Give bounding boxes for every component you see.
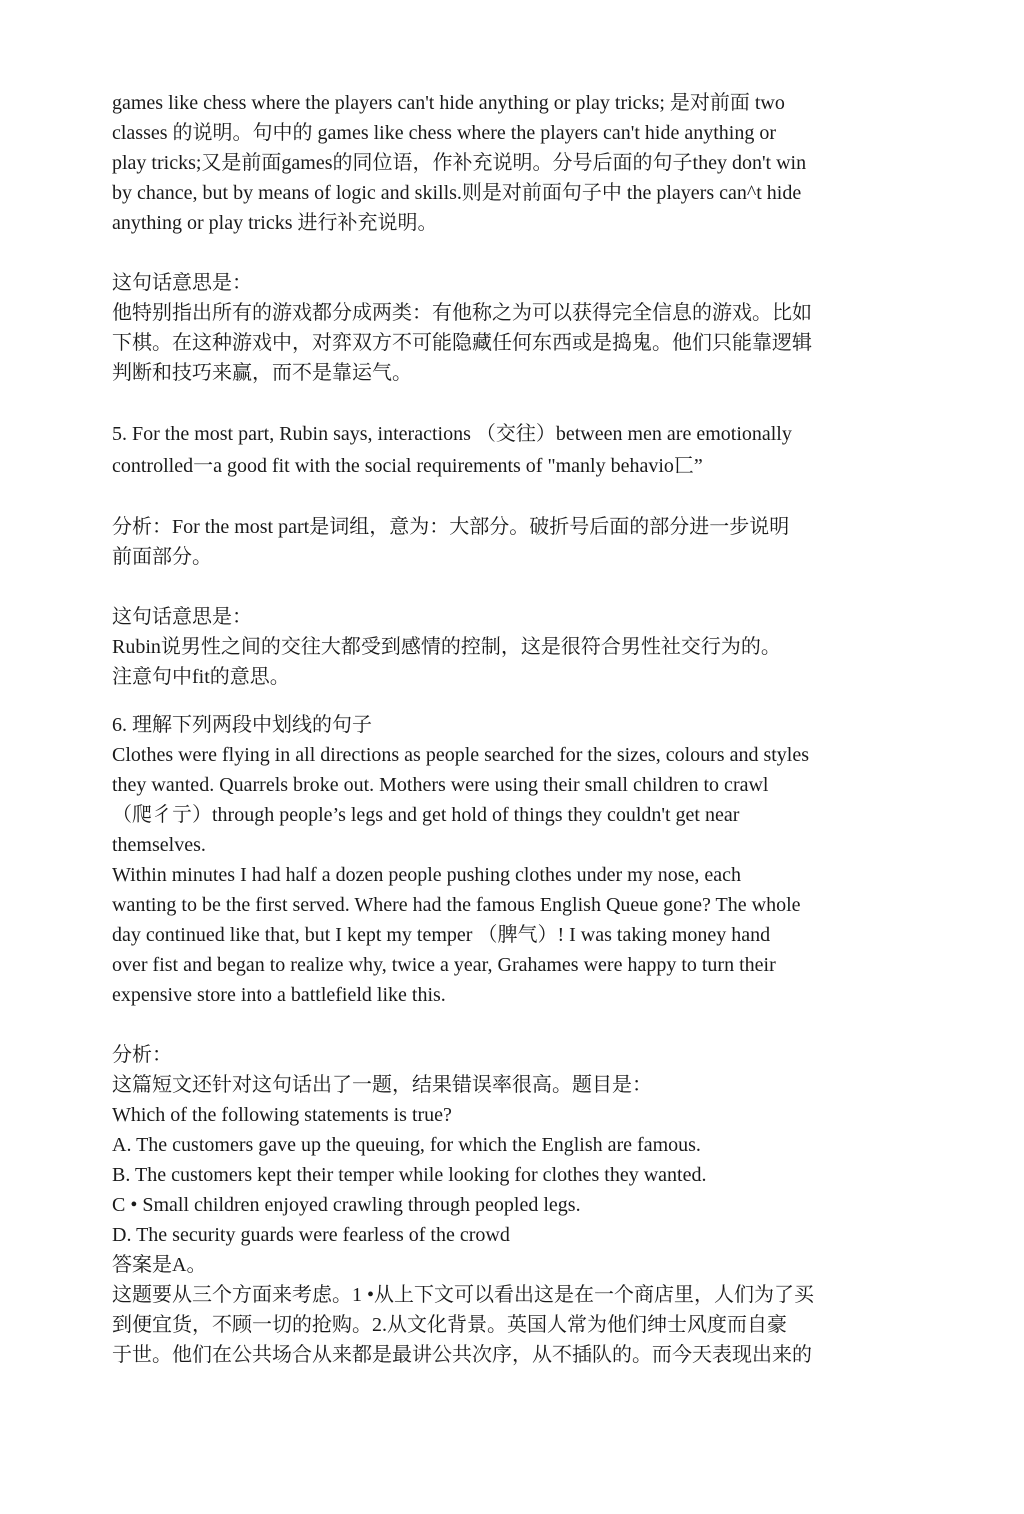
text-line: themselves.: [112, 834, 206, 856]
text-line: （爬彳亍）through people’s legs and get hold of things they couldn't get near: [112, 804, 740, 826]
text-line: 他特别指出所有的游戏都分成两类：有他称之为可以获得完全信息的游戏。比如: [112, 302, 812, 324]
text-line: games like chess where the players can't hide anything or play tricks; 是对前面 two: [112, 92, 785, 114]
final-paragraph: [112, 1280, 912, 1370]
item-6: [112, 710, 912, 1010]
meaning-section-2: [112, 602, 912, 692]
text-line: 5. For the most part, Rubin says, interactions （交往）between men are emotionally: [112, 423, 792, 445]
item-6-title: 6. 理解下列两段中划线的句子: [112, 714, 372, 736]
text-line: controlled一a good fit with the social requirements of "manly behavio匸”: [112, 455, 703, 477]
option-a: A. The customers gave up the queuing, for which the English are famous.: [112, 1134, 701, 1156]
text-line: day continued like that, but I kept my temper （脾气）! I was taking money hand: [112, 924, 771, 946]
text-line: they wanted. Quarrels broke out. Mothers were using their small children to crawl: [112, 774, 769, 796]
text-line: 到便宜货，不顾一切的抢购。2.从文化背景。英国人常为他们绅士风度而自豪: [112, 1314, 787, 1336]
option-b: B. The customers kept their temper while looking for clothes they wanted.: [112, 1164, 707, 1186]
item-6-paragraph-2: [112, 860, 912, 1010]
text-line: Clothes were flying in all directions as people searched for the sizes, colours and styles: [112, 744, 810, 766]
meaning-label: 这句话意思是：: [112, 606, 252, 628]
text-line: play tricks;又是前面games的同位语，作补充说明。分号后面的句子they don't win: [112, 152, 807, 174]
analysis-6: [112, 1040, 912, 1280]
text-line: 注意句中fit的意思。: [112, 666, 290, 688]
text-line: wanting to be the first served. Where had the famous English Queue gone? The whole: [112, 894, 801, 916]
text-line: 下棋。在这种游戏中，对弈双方不可能隐藏任何东西或是捣鬼。他们只能靠逻辑: [112, 332, 812, 354]
text-line: 这题要从三个方面来考虑。1 •从上下文可以看出这是在一个商店里，人们为了买: [112, 1284, 815, 1306]
text-line: 前面部分。: [112, 546, 212, 568]
text-line: by chance, but by means of logic and skills.则是对前面句子中 the players can^t hide: [112, 182, 802, 204]
option-d: D. The security guards were fearless of the crowd: [112, 1224, 510, 1246]
text-line: 分析：For the most part是词组，意为：大部分。破折号后面的部分进一步说明: [112, 516, 790, 538]
text-line: classes 的说明。句中的 games like chess where the players can't hide anything or: [112, 122, 776, 144]
analysis-label: 分析：: [112, 1044, 172, 1066]
text-line: over fist and began to realize why, twice a year, Grahames were happy to turn their: [112, 954, 776, 976]
document-page: [112, 88, 912, 1370]
analysis-5: [112, 512, 912, 572]
intro-paragraph: [112, 88, 912, 238]
option-c: C • Small children enjoyed crawling through peopled legs.: [112, 1194, 581, 1216]
item-6-paragraph-1: [112, 740, 912, 860]
answer-line: 答案是A。: [112, 1254, 207, 1276]
item-5: [112, 418, 912, 482]
text-line: anything or play tricks 进行补充说明。: [112, 212, 438, 234]
meaning-label: 这句话意思是：: [112, 272, 252, 294]
text-line: 于世。他们在公共场合从来都是最讲公共次序，从不插队的。而今天表现出来的: [112, 1344, 812, 1366]
text-line: 这篇短文还针对这句话出了一题，结果错误率很高。题目是：: [112, 1074, 652, 1096]
text-line: Rubin说男性之间的交往大都受到感情的控制，这是很符合男性社交行为的。: [112, 636, 781, 658]
text-line: 判断和技巧来赢，而不是靠运气。: [112, 362, 412, 384]
text-line: Which of the following statements is true?: [112, 1104, 452, 1126]
text-line: Within minutes I had half a dozen people pushing clothes under my nose, each: [112, 864, 742, 886]
text-line: expensive store into a battlefield like this.: [112, 984, 446, 1006]
meaning-section-1: [112, 268, 912, 388]
